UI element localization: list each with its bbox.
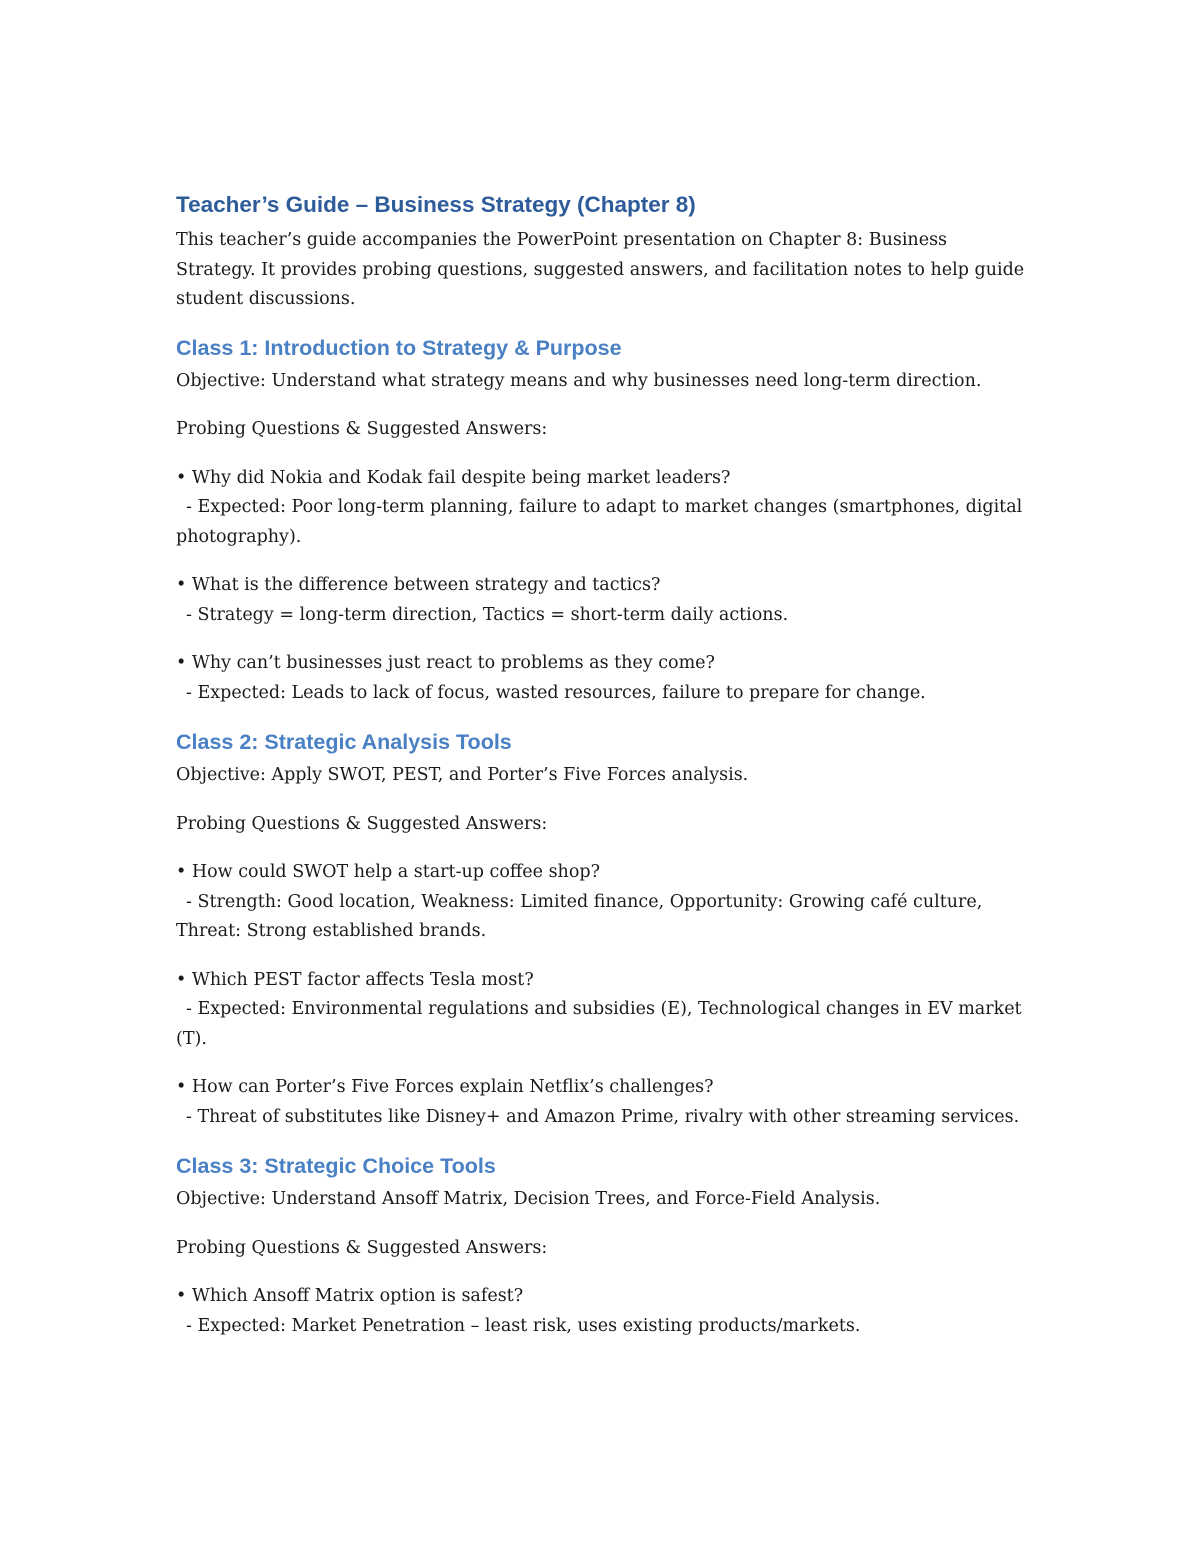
- qa-item: [176, 858, 1026, 947]
- section-class-3: [176, 1151, 1026, 1341]
- qa-item: [176, 1282, 1026, 1341]
- answer-text: - Expected: Environmental regulations and subsidies (E), Technological changes in EV market (T).: [176, 999, 1022, 1049]
- document-page: [176, 190, 1026, 1360]
- section-objective: Objective: Apply SWOT, PEST, and Porter’s Five Forces analysis.: [176, 765, 749, 785]
- document-title: Teacher’s Guide – Business Strategy (Chapter 8): [176, 192, 696, 217]
- question-text: • Why did Nokia and Kodak fail despite being market leaders?: [176, 467, 731, 488]
- section-heading: Class 3: Strategic Choice Tools: [176, 1154, 496, 1178]
- question-text: • How can Porter’s Five Forces explain Netflix’s challenges?: [176, 1077, 714, 1097]
- question-text: • Why can’t businesses just react to problems as they come?: [176, 653, 715, 673]
- qa-item: [176, 571, 1026, 630]
- answer-text: - Expected: Market Penetration – least risk, uses existing products/markets.: [186, 1315, 861, 1336]
- qa-item: [176, 649, 1026, 708]
- question-text: • How could SWOT help a start-up coffee shop?: [176, 862, 600, 882]
- intro-paragraph: This teacher’s guide accompanies the PowerPoint presentation on Chapter 8: Business Strategy. It provides probing questions, suggested answers, and facilitation notes to help guide student discussions.: [176, 230, 1025, 309]
- answer-text: - Expected: Poor long-term planning, failure to adapt to market changes (smartphones, digital photography).: [176, 497, 1023, 547]
- answer-text: - Strategy = long-term direction, Tactics = short-term daily actions.: [186, 604, 789, 625]
- probing-questions-label: Probing Questions & Suggested Answers:: [176, 1237, 548, 1258]
- answer-text: - Strength: Good location, Weakness: Limited finance, Opportunity: Growing café culture, Threat: Strong established brands.: [176, 891, 983, 941]
- question-text: • What is the difference between strategy and tactics?: [176, 575, 661, 595]
- probing-questions-label: Probing Questions & Suggested Answers:: [176, 419, 548, 439]
- probing-questions-label: Probing Questions & Suggested Answers:: [176, 813, 548, 834]
- qa-item: [176, 1073, 1026, 1132]
- question-text: • Which Ansoff Matrix option is safest?: [176, 1286, 524, 1306]
- section-class-1: [176, 333, 1026, 709]
- section-class-2: [176, 727, 1026, 1132]
- section-heading: Class 2: Strategic Analysis Tools: [176, 730, 512, 754]
- qa-item: [176, 464, 1026, 553]
- qa-item: [176, 966, 1026, 1055]
- question-text: • Which PEST factor affects Tesla most?: [176, 969, 534, 990]
- section-objective: Objective: Understand Ansoff Matrix, Decision Trees, and Force-Field Analysis.: [176, 1189, 881, 1209]
- answer-text: - Expected: Leads to lack of focus, wasted resources, failure to prepare for change.: [186, 682, 926, 703]
- answer-text: - Threat of substitutes like Disney+ and Amazon Prime, rivalry with other streaming services.: [186, 1106, 1020, 1127]
- section-heading: Class 1: Introduction to Strategy & Purpose: [176, 335, 622, 360]
- section-objective: Objective: Understand what strategy means and why businesses need long-term direction.: [176, 370, 982, 391]
